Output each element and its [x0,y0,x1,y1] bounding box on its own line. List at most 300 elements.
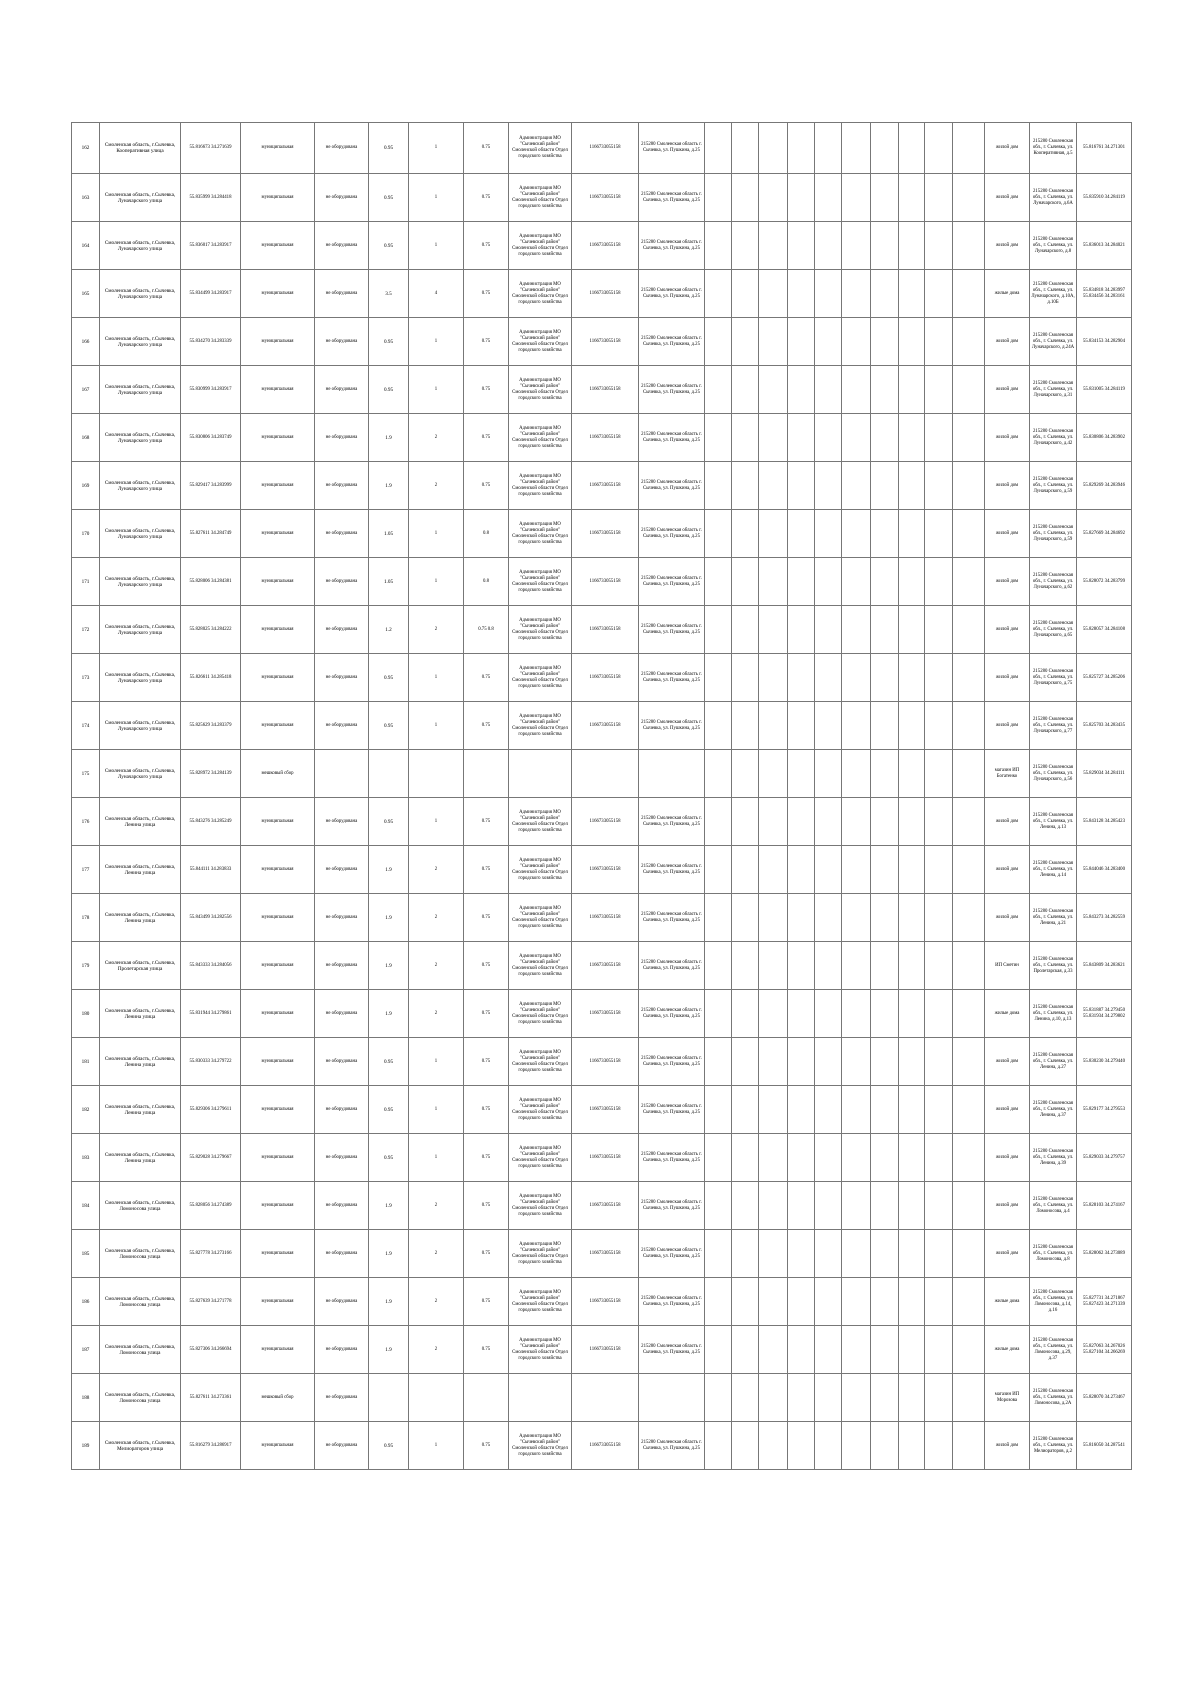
empty-cell [759,702,788,750]
container-count: 1 [409,1086,464,1134]
container-count: 1 [409,510,464,558]
empty-cell [899,606,925,654]
row-number: 180 [72,990,100,1038]
empty-cell [759,270,788,318]
site-coordinates: 55.830333 34.279722 [181,1038,241,1086]
site-address: Смоленская область, г.Сычевка, Луначарского улица [100,222,181,270]
empty-cell [953,1374,985,1422]
empty-cell [759,222,788,270]
empty-cell [788,174,815,222]
site-coordinates: 55.843276 34.285249 [181,798,241,846]
empty-cell [925,462,953,510]
site-coordinates: 55.828972 34.284139 [181,750,241,798]
row-number: 185 [72,1230,100,1278]
site-address: Смоленская область, г.Сычевка, Ленина улица [100,798,181,846]
owner-address: 215280 Смоленская область г. Сычевка, ул. Пушкина, д.25 [639,846,705,894]
table-row [72,1230,1132,1278]
row-number: 189 [72,1422,100,1470]
empty-cell [842,846,871,894]
empty-cell [788,558,815,606]
source-coordinates: 55.835910 34.284119 [1077,174,1132,222]
empty-cell [705,1134,732,1182]
empty-cell [953,846,985,894]
empty-cell [788,1326,815,1374]
empty-cell [899,1374,925,1422]
empty-cell [815,798,842,846]
ownership-type: муниципальная [241,462,315,510]
row-number: 188 [72,1374,100,1422]
empty-cell [815,414,842,462]
source-address: 215280 Смоленская обл., г. Сычевка, ул. Луначарского, д.65 [1030,606,1077,654]
empty-cell [925,1230,953,1278]
empty-cell [759,318,788,366]
waste-source: жилой дом [985,414,1030,462]
empty-cell [953,414,985,462]
ownership-type: муниципальная [241,366,315,414]
empty-cell [732,174,759,222]
owner-address: 215280 Смоленская область г. Сычевка, ул. Пушкина, д.25 [639,942,705,990]
empty-cell [925,270,953,318]
empty-cell [815,990,842,1038]
owner-ogrn: 1166733055158 [572,558,639,606]
empty-cell [732,414,759,462]
empty-cell [815,1374,842,1422]
empty-cell [788,750,815,798]
empty-cell [815,222,842,270]
site-area: 1.9 [369,1182,409,1230]
owner-address: 215280 Смоленская область г. Сычевка, ул. Пушкина, д.25 [639,1038,705,1086]
waste-source: жилой дом [985,366,1030,414]
owner-ogrn [572,750,639,798]
source-coordinates: 55.827731 34.271867 55.827423 34.271339 [1077,1278,1132,1326]
ownership-type: муниципальная [241,1230,315,1278]
ownership-type: муниципальная [241,174,315,222]
empty-cell [705,1422,732,1470]
container-volume [464,750,509,798]
owner-ogrn: 1166733055158 [572,1230,639,1278]
empty-cell [953,798,985,846]
table-row [72,1134,1132,1182]
source-address: 215280 Смоленская обл., г. Сычевка, ул. Ленина, д.39 [1030,1134,1077,1182]
empty-cell [815,558,842,606]
empty-cell [871,798,899,846]
row-number: 167 [72,366,100,414]
site-area: 1.05 [369,510,409,558]
container-volume: 0.75 0.8 [464,606,509,654]
container-volume: 0.8 [464,558,509,606]
source-coordinates: 55.828057 34.284108 [1077,606,1132,654]
waste-source: жилой дом [985,894,1030,942]
site-address: Смоленская область, г.Сычевка, Ленина улица [100,1086,181,1134]
empty-cell [759,1182,788,1230]
owner-address: 215280 Смоленская область г. Сычевка, ул. Пушкина, д.25 [639,1422,705,1470]
container-volume: 0.75 [464,174,509,222]
site-address: Смоленская область, г.Сычевка, Ломоносова улица [100,1182,181,1230]
site-area: 0.95 [369,174,409,222]
site-area: 3.5 [369,270,409,318]
empty-cell [815,318,842,366]
owner-ogrn: 1166733055158 [572,366,639,414]
empty-cell [815,1182,842,1230]
source-address: 215280 Смоленская обл., г. Сычевка, ул. Ленина, д.21 [1030,894,1077,942]
empty-cell [788,1086,815,1134]
table-row [72,798,1132,846]
container-volume: 0.75 [464,1278,509,1326]
owner-ogrn: 1166733055158 [572,1278,639,1326]
table-row [72,558,1132,606]
owner-name: Администрация МО "Сычевский район" Смоленской области Отдел городского хозяйства [509,558,572,606]
empty-cell [815,1422,842,1470]
owner-ogrn: 1166733055158 [572,270,639,318]
empty-cell [732,1038,759,1086]
empty-cell [899,366,925,414]
site-coordinates: 55.829028 34.279667 [181,1134,241,1182]
surface-type: не оборудована [315,606,369,654]
site-address: Смоленская область, г.Сычевка, Луначарского улица [100,606,181,654]
empty-cell [759,414,788,462]
table-row [72,1374,1132,1422]
site-area: 1.9 [369,990,409,1038]
owner-address: 215280 Смоленская область г. Сычевка, ул. Пушкина, д.25 [639,1086,705,1134]
container-volume: 0.75 [464,318,509,366]
empty-cell [815,123,842,174]
source-address: 215280 Смоленская обл., г. Сычевка, ул. Луначарского, д.75 [1030,654,1077,702]
empty-cell [788,894,815,942]
container-count: 2 [409,942,464,990]
empty-cell [899,942,925,990]
owner-name: Администрация МО "Сычевский район" Смоленской области Отдел городского хозяйства [509,1086,572,1134]
owner-name: Администрация МО "Сычевский район" Смоленской области Отдел городского хозяйства [509,510,572,558]
site-area: 0.95 [369,1086,409,1134]
site-area: 1.9 [369,414,409,462]
waste-source: жилой дом [985,123,1030,174]
empty-cell [705,1038,732,1086]
owner-ogrn: 1166733055158 [572,414,639,462]
waste-source: жилой дом [985,846,1030,894]
owner-name: Администрация МО "Сычевский район" Смоленской области Отдел городского хозяйства [509,798,572,846]
container-volume: 0.75 [464,1182,509,1230]
waste-source: жилой дом [985,654,1030,702]
empty-cell [953,558,985,606]
empty-cell [899,462,925,510]
empty-cell [899,1422,925,1470]
owner-address: 215280 Смоленская область г. Сычевка, ул. Пушкина, д.25 [639,366,705,414]
empty-cell [842,558,871,606]
empty-cell [842,1230,871,1278]
empty-cell [705,1374,732,1422]
surface-type [315,750,369,798]
source-coordinates: 55.816761 34.271301 [1077,123,1132,174]
empty-cell [732,462,759,510]
row-number: 170 [72,510,100,558]
owner-name: Администрация МО "Сычевский район" Смоленской области Отдел городского хозяйства [509,366,572,414]
source-address: 215280 Смоленская обл., г. Сычевка, ул. Луначарского, д.24А [1030,318,1077,366]
empty-cell [705,174,732,222]
empty-cell [842,1086,871,1134]
owner-ogrn: 1166733055158 [572,798,639,846]
owner-address: 215280 Смоленская область г. Сычевка, ул. Пушкина, д.25 [639,558,705,606]
site-area: 1.9 [369,462,409,510]
site-coordinates: 55.828006 34.284381 [181,558,241,606]
empty-cell [925,654,953,702]
empty-cell [788,462,815,510]
site-address: Смоленская область, г.Сычевка, Луначарского улица [100,414,181,462]
ownership-type: муниципальная [241,1422,315,1470]
empty-cell [788,1182,815,1230]
empty-cell [925,894,953,942]
ownership-type: муниципальная [241,1182,315,1230]
empty-cell [842,750,871,798]
row-number: 166 [72,318,100,366]
surface-type: не оборудована [315,1326,369,1374]
table-row [72,123,1132,174]
empty-cell [705,702,732,750]
empty-cell [732,1182,759,1230]
empty-cell [815,366,842,414]
table-row [72,366,1132,414]
empty-cell [842,1374,871,1422]
empty-cell [842,1278,871,1326]
empty-cell [788,318,815,366]
table-row [72,222,1132,270]
empty-cell [842,366,871,414]
waste-source: жилой дом [985,1230,1030,1278]
empty-cell [953,702,985,750]
container-count: 1 [409,702,464,750]
empty-cell [759,1326,788,1374]
owner-name: Администрация МО "Сычевский район" Смоленской области Отдел городского хозяйства [509,123,572,174]
table-row [72,1038,1132,1086]
empty-cell [925,1038,953,1086]
surface-type: не оборудована [315,990,369,1038]
table-row [72,510,1132,558]
site-address: Смоленская область, г.Сычевка, Ленина улица [100,894,181,942]
empty-cell [732,510,759,558]
empty-cell [953,606,985,654]
owner-ogrn: 1166733055158 [572,123,639,174]
surface-type: не оборудована [315,123,369,174]
source-coordinates: 55.828103 34.274167 [1077,1182,1132,1230]
owner-ogrn: 1166733055158 [572,606,639,654]
empty-cell [732,1086,759,1134]
owner-address: 215280 Смоленская область г. Сычевка, ул. Пушкина, д.25 [639,222,705,270]
site-area: 1.9 [369,1278,409,1326]
empty-cell [732,270,759,318]
empty-cell [953,942,985,990]
site-area [369,1374,409,1422]
empty-cell [842,510,871,558]
waste-source: жилой дом [985,606,1030,654]
row-number: 164 [72,222,100,270]
owner-address: 215280 Смоленская область г. Сычевка, ул. Пушкина, д.25 [639,270,705,318]
empty-cell [953,1230,985,1278]
container-count [409,750,464,798]
empty-cell [925,1134,953,1182]
owner-address: 215280 Смоленская область г. Сычевка, ул. Пушкина, д.25 [639,1230,705,1278]
empty-cell [705,654,732,702]
empty-cell [842,123,871,174]
row-number: 173 [72,654,100,702]
site-area [369,750,409,798]
container-volume: 0.8 [464,510,509,558]
empty-cell [842,1422,871,1470]
waste-source: ИП Сметин [985,942,1030,990]
row-number: 179 [72,942,100,990]
empty-cell [842,1182,871,1230]
ownership-type: муниципальная [241,318,315,366]
owner-name: Администрация МО "Сычевский район" Смоленской области Отдел городского хозяйства [509,1230,572,1278]
site-coordinates: 55.828056 34.274389 [181,1182,241,1230]
site-coordinates: 55.834499 34.283917 [181,270,241,318]
site-area: 0.95 [369,702,409,750]
source-coordinates: 55.825727 34.285206 [1077,654,1132,702]
site-area: 1.9 [369,1230,409,1278]
owner-ogrn: 1166733055158 [572,1038,639,1086]
empty-cell [842,174,871,222]
owner-name: Администрация МО "Сычевский район" Смоленской области Отдел городского хозяйства [509,654,572,702]
empty-cell [953,123,985,174]
site-area: 0.95 [369,798,409,846]
surface-type: не оборудована [315,174,369,222]
source-address: 215280 Смоленская обл., г. Сычевка, ул. Луначарского, д.8 [1030,222,1077,270]
empty-cell [871,1326,899,1374]
owner-name: Администрация МО "Сычевский район" Смоленской области Отдел городского хозяйства [509,846,572,894]
empty-cell [705,123,732,174]
source-coordinates: 55.816050 34.287541 [1077,1422,1132,1470]
ownership-type: муниципальная [241,1326,315,1374]
empty-cell [788,1230,815,1278]
empty-cell [953,1086,985,1134]
empty-cell [788,846,815,894]
source-coordinates: 55.844046 34.283400 [1077,846,1132,894]
container-count: 2 [409,1278,464,1326]
ownership-type: муниципальная [241,558,315,606]
empty-cell [925,366,953,414]
empty-cell [705,894,732,942]
site-coordinates: 55.827778 34.273166 [181,1230,241,1278]
surface-type: не оборудована [315,1086,369,1134]
source-coordinates: 55.827063 34.267026 55.827104 34.266269 [1077,1326,1132,1374]
empty-cell [899,750,925,798]
waste-source: жилые дома [985,1278,1030,1326]
empty-cell [759,1038,788,1086]
ownership-type: муниципальная [241,510,315,558]
source-address: 215280 Смоленская обл., г. Сычевка, ул. Ломоносова, д.29, д.37 [1030,1326,1077,1374]
waste-source: жилой дом [985,1086,1030,1134]
owner-ogrn: 1166733055158 [572,222,639,270]
empty-cell [953,510,985,558]
container-volume: 0.75 [464,942,509,990]
empty-cell [953,318,985,366]
source-address: 215280 Смоленская обл., г. Сычевка, ул. Луначарского, д.6А [1030,174,1077,222]
container-count: 1 [409,1038,464,1086]
empty-cell [759,942,788,990]
row-number: 181 [72,1038,100,1086]
empty-cell [705,318,732,366]
empty-cell [788,123,815,174]
row-number: 183 [72,1134,100,1182]
empty-cell [842,1038,871,1086]
row-number: 177 [72,846,100,894]
site-area: 1.2 [369,606,409,654]
source-address: 215280 Смоленская обл., г. Сычевка, ул. Луначарского, д.56 [1030,750,1077,798]
owner-ogrn: 1166733055158 [572,462,639,510]
owner-address: 215280 Смоленская область г. Сычевка, ул. Пушкина, д.25 [639,798,705,846]
empty-cell [899,123,925,174]
waste-source: магазин ИП Богатенко [985,750,1030,798]
container-count: 2 [409,846,464,894]
empty-cell [871,942,899,990]
row-number: 184 [72,1182,100,1230]
empty-cell [732,1422,759,1470]
empty-cell [732,702,759,750]
empty-cell [899,558,925,606]
registry-table [71,122,1132,1470]
empty-cell [842,1134,871,1182]
source-coordinates: 55.831887 34.279450 55.831934 34.279802 [1077,990,1132,1038]
owner-ogrn: 1166733055158 [572,1086,639,1134]
table-row [72,990,1132,1038]
owner-address: 215280 Смоленская область г. Сычевка, ул. Пушкина, д.25 [639,894,705,942]
waste-source: жилой дом [985,1422,1030,1470]
empty-cell [899,654,925,702]
container-count: 2 [409,462,464,510]
source-address: 215280 Смоленская обл., г. Сычевка, ул. Пролетарская, д.33 [1030,942,1077,990]
empty-cell [705,942,732,990]
surface-type: не оборудована [315,414,369,462]
empty-cell [788,414,815,462]
empty-cell [842,606,871,654]
empty-cell [732,1134,759,1182]
empty-cell [871,1422,899,1470]
surface-type: не оборудована [315,1134,369,1182]
site-coordinates: 55.834270 34.283339 [181,318,241,366]
container-volume: 0.75 [464,366,509,414]
site-address: Смоленская область, г.Сычевка, Мелиораторов улица [100,1422,181,1470]
surface-type: не оборудована [315,846,369,894]
site-coordinates: 55.835999 34.284418 [181,174,241,222]
empty-cell [871,510,899,558]
ownership-type: мешковый сбор [241,1374,315,1422]
owner-ogrn: 1166733055158 [572,1422,639,1470]
empty-cell [705,606,732,654]
container-volume [464,1374,509,1422]
table-row [72,174,1132,222]
empty-cell [899,894,925,942]
owner-name: Администрация МО "Сычевский район" Смоленской области Отдел городского хозяйства [509,414,572,462]
waste-source: жилой дом [985,702,1030,750]
site-area: 1.9 [369,894,409,942]
owner-name [509,750,572,798]
site-address: Смоленская область, г.Сычевка, Ломоносова улица [100,1374,181,1422]
site-address: Смоленская область, г.Сычевка, Пролетарская улица [100,942,181,990]
source-coordinates: 55.831005 34.284119 [1077,366,1132,414]
empty-cell [705,270,732,318]
surface-type: не оборудована [315,1182,369,1230]
ownership-type: муниципальная [241,1278,315,1326]
site-coordinates: 55.830806 34.283749 [181,414,241,462]
empty-cell [759,510,788,558]
empty-cell [815,1038,842,1086]
table-row [72,942,1132,990]
ownership-type: муниципальная [241,654,315,702]
site-address: Смоленская область, г.Сычевка, Ленина улица [100,1038,181,1086]
empty-cell [732,222,759,270]
empty-cell [925,702,953,750]
container-volume: 0.75 [464,846,509,894]
empty-cell [788,1134,815,1182]
owner-address: 215280 Смоленская область г. Сычевка, ул. Пушкина, д.25 [639,123,705,174]
